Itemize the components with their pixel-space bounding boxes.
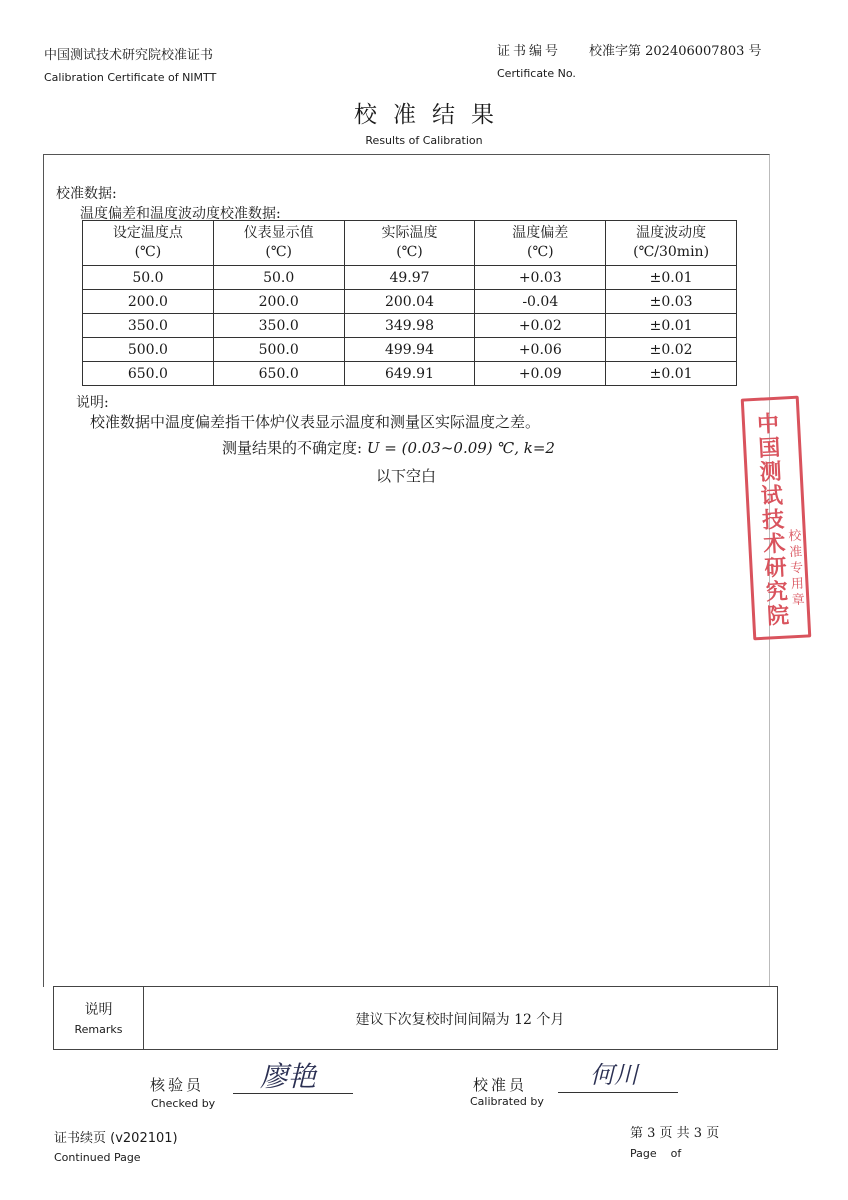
- certificate-number-label: 证书编号: [497, 44, 562, 59]
- table-cell: ±0.01: [606, 314, 737, 338]
- remarks-label-en: Remarks: [74, 1023, 123, 1036]
- table-cell: 649.91: [344, 362, 475, 386]
- seal-main-text: 中国测试技术研究院: [756, 410, 790, 630]
- table-cell: 500.0: [83, 338, 214, 362]
- table-cell: 499.94: [344, 338, 475, 362]
- remarks-text: 建议下次复校时间间隔为 12 个月: [355, 1012, 565, 1028]
- certificate-number-label-en: Certificate No.: [497, 67, 576, 80]
- calibrated-by-label-en: Calibrated by: [470, 1095, 544, 1108]
- column-name: 温度偏差: [512, 225, 569, 241]
- continued-page-label-en: Continued Page: [54, 1151, 141, 1164]
- checked-by-signature: 廖艳: [260, 1060, 317, 1093]
- organization-name-en: Calibration Certificate of NIMTT: [44, 71, 217, 84]
- table-cell: +0.06: [475, 338, 606, 362]
- table-cell: ±0.01: [606, 362, 737, 386]
- table-caption: 温度偏差和温度波动度校准数据:: [80, 206, 281, 222]
- page-title: 校准结果: [354, 102, 510, 128]
- calibration-data-label: 校准数据:: [56, 186, 117, 202]
- signature-line: [233, 1093, 353, 1094]
- remarks-box: [53, 986, 778, 1050]
- table-cell: 349.98: [344, 314, 475, 338]
- signature-line: [558, 1092, 678, 1093]
- column-unit: (℃): [134, 244, 162, 260]
- column-header: [475, 221, 606, 266]
- table-cell: 650.0: [83, 362, 214, 386]
- checked-by-label-en: Checked by: [151, 1097, 216, 1110]
- table-cell: 500.0: [213, 338, 344, 362]
- column-name: 实际温度: [381, 225, 438, 241]
- table-row: [83, 314, 737, 338]
- table-row: [83, 338, 737, 362]
- table-cell: +0.09: [475, 362, 606, 386]
- column-name: 仪表显示值: [243, 225, 314, 241]
- page-number: 第 3 页 共 3 页: [630, 1126, 720, 1141]
- uncertainty-label: 测量结果的不确定度:: [222, 439, 363, 457]
- table-cell: 49.97: [344, 266, 475, 290]
- table-cell: 350.0: [83, 314, 214, 338]
- continued-page-label: 证书续页 (v202101): [54, 1131, 178, 1146]
- table-cell: 350.0: [213, 314, 344, 338]
- table-cell: +0.03: [475, 266, 606, 290]
- checked-by-label: 核验员: [150, 1076, 205, 1094]
- seal-sub-text: 校准专用章: [788, 528, 806, 609]
- table-cell: -0.04: [475, 290, 606, 314]
- table-row: [83, 362, 737, 386]
- organization-name: 中国测试技术研究院校准证书: [44, 48, 214, 63]
- page-subtitle: Results of Calibration: [365, 134, 483, 147]
- blank-notice: 以下空白: [376, 467, 437, 485]
- notes-label: 说明:: [76, 395, 109, 411]
- remarks-label-cell: [54, 987, 144, 1049]
- column-unit: (℃): [265, 244, 292, 260]
- table-row: [83, 266, 737, 290]
- table-cell: ±0.03: [606, 290, 737, 314]
- calibrated-by-label: 校准员: [473, 1076, 528, 1094]
- table-cell: +0.02: [475, 314, 606, 338]
- table-cell: 50.0: [213, 266, 344, 290]
- table-cell: ±0.02: [606, 338, 737, 362]
- column-name: 温度波动度: [636, 225, 707, 241]
- official-seal: [741, 396, 812, 641]
- column-unit: (℃/30min): [633, 244, 710, 260]
- remarks-label: 说明: [84, 1002, 113, 1018]
- table-row: [83, 290, 737, 314]
- column-header: [606, 221, 737, 266]
- notes-text: 校准数据中温度偏差指干体炉仪表显示温度和测量区实际温度之差。: [90, 413, 541, 431]
- calibrated-by-signature: 何川: [590, 1061, 638, 1089]
- table-cell: 200.04: [344, 290, 475, 314]
- column-header: [213, 221, 344, 266]
- page-number-en: Page of: [630, 1147, 682, 1160]
- uncertainty-line: [222, 437, 555, 458]
- table-header-row: [83, 221, 737, 266]
- table-cell: ±0.01: [606, 266, 737, 290]
- table-cell: 650.0: [213, 362, 344, 386]
- table-cell: 200.0: [213, 290, 344, 314]
- column-unit: (℃): [396, 244, 423, 260]
- column-name: 设定温度点: [112, 225, 183, 241]
- calibration-table: [82, 220, 737, 386]
- table-cell: 50.0: [83, 266, 214, 290]
- table-cell: 200.0: [83, 290, 214, 314]
- column-header: [83, 221, 214, 266]
- certificate-number-value: 校准字第 202406007803 号: [589, 44, 762, 59]
- column-unit: (℃): [526, 244, 554, 260]
- uncertainty-value: U = (0.03~0.09) ℃, k=2: [366, 439, 555, 457]
- column-header: [344, 221, 475, 266]
